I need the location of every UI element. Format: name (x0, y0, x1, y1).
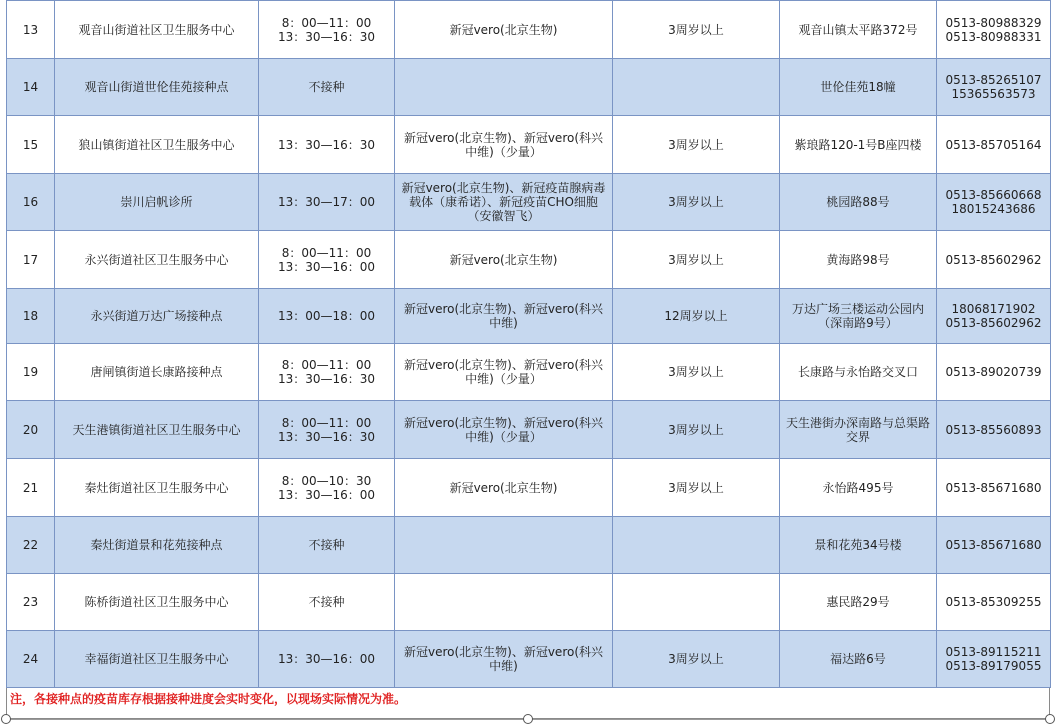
table-row (7, 631, 1051, 688)
vaccine-cell-line: 中维) (489, 316, 518, 330)
row-number-cell: 19 (7, 344, 55, 401)
row-number-cell: 15 (7, 116, 55, 174)
phone-cell-line: 0513-85560893 (945, 422, 1042, 437)
table-row (7, 344, 1051, 401)
hours-cell (259, 1, 395, 59)
table-row (7, 174, 1051, 231)
phone-cell-line: 0513-85660668 (945, 188, 1042, 202)
hours-cell (259, 631, 395, 688)
vaccine-cell-line: 新冠vero(北京生物) (449, 480, 558, 495)
hours-cell-line: 13：30—16：00 (277, 259, 376, 274)
hours-cell-line: 不接种 (308, 595, 345, 609)
address-cell (780, 289, 937, 344)
phone-cell-line: 18068171902 (951, 302, 1036, 316)
site-name-cell: 崇川启帆诊所 (55, 174, 259, 231)
age-cell: 3周岁以上 (613, 231, 780, 289)
hours-cell-line: 13：30—16：00 (277, 652, 376, 666)
phone-cell (937, 344, 1051, 401)
phone-cell-line: 0513-85309255 (945, 595, 1042, 609)
table-row (7, 289, 1051, 344)
site-name-cell: 陈桥街道社区卫生服务中心 (55, 574, 259, 631)
address-cell-line: 长康路与永怡路交叉口 (797, 365, 918, 379)
phone-cell-line: 15365563573 (951, 87, 1036, 101)
address-cell (780, 574, 937, 631)
vaccine-cell (395, 59, 613, 116)
address-cell (780, 174, 937, 231)
row-number-cell: 14 (7, 59, 55, 116)
hours-cell-line: 13：30—16：30 (277, 137, 376, 152)
hours-cell-line: 不接种 (308, 538, 345, 552)
address-cell-line: 永怡路495号 (822, 480, 894, 495)
address-cell (780, 459, 937, 517)
row-number-cell: 13 (7, 1, 55, 59)
site-name-cell: 观音山街道社区卫生服务中心 (55, 1, 259, 59)
address-cell (780, 631, 937, 688)
address-cell-line: 紫琅路120-1号B座四楼 (794, 137, 922, 152)
hours-cell-line: 13：30—16：30 (277, 372, 376, 386)
hours-cell (259, 517, 395, 574)
phone-cell (937, 231, 1051, 289)
site-name-cell: 秦灶街道景和花苑接种点 (55, 517, 259, 574)
hours-cell-line: 13：30—17：00 (277, 195, 376, 209)
phone-cell (937, 174, 1051, 231)
phone-cell (937, 116, 1051, 174)
age-cell: 3周岁以上 (613, 116, 780, 174)
phone-cell (937, 517, 1051, 574)
hours-cell (259, 174, 395, 231)
phone-cell-line: 18015243686 (951, 202, 1036, 216)
address-cell (780, 401, 937, 459)
vaccine-cell-line: （安徽智飞） (467, 209, 540, 223)
site-name-cell: 狼山镇街道社区卫生服务中心 (55, 116, 259, 174)
table-row (7, 517, 1051, 574)
phone-cell-line: 0513-80988329 (945, 15, 1042, 30)
hours-cell (259, 401, 395, 459)
site-name-cell: 幸福街道社区卫生服务中心 (55, 631, 259, 688)
row-number-cell: 22 (7, 517, 55, 574)
address-cell (780, 344, 937, 401)
hours-cell (259, 289, 395, 344)
vaccine-cell-line: 载体（康希诺）、新冠疫苗CHO细胞 (409, 195, 598, 209)
vaccine-cell (395, 401, 613, 459)
table-row (7, 459, 1051, 517)
age-cell: 3周岁以上 (613, 344, 780, 401)
age-cell: 12周岁以上 (613, 289, 780, 344)
hours-cell (259, 459, 395, 517)
vaccine-cell-line: 新冠vero(北京生物)、新冠vero(科兴 (403, 302, 604, 316)
phone-cell (937, 1, 1051, 59)
address-cell-line: 交界 (845, 429, 870, 444)
site-name-cell: 秦灶街道社区卫生服务中心 (55, 459, 259, 517)
hours-cell-line: 13：30—16：30 (277, 429, 376, 444)
address-cell-line: 桃园路88号 (826, 195, 890, 209)
footnote: 注，各接种点的疫苗库存根据接种进度会实时变化，以现场实际情况为准。 (10, 692, 407, 706)
vaccine-cell-line: 中维)（少量） (465, 144, 542, 159)
phone-cell (937, 401, 1051, 459)
hours-cell (259, 574, 395, 631)
address-cell (780, 231, 937, 289)
row-number-cell: 16 (7, 174, 55, 231)
row-number-cell: 24 (7, 631, 55, 688)
hours-cell-line: 8：00—11：00 (281, 245, 372, 260)
table-row (7, 231, 1051, 289)
hours-cell-line: 8：00—11：00 (281, 15, 372, 30)
site-name-cell: 永兴街道社区卫生服务中心 (55, 231, 259, 289)
hours-cell-line: 不接种 (308, 80, 345, 94)
vaccine-cell-line: 新冠vero(北京生物)、新冠vero(科兴 (403, 358, 604, 372)
age-cell (613, 574, 780, 631)
address-cell-line: 万达广场三楼运动公园内 (791, 302, 924, 316)
vaccine-cell (395, 1, 613, 59)
phone-cell-line: 0513-85265107 (945, 73, 1042, 87)
vaccine-cell-line: 中维)（少量） (465, 372, 542, 386)
phone-cell-line: 0513-85602962 (945, 316, 1042, 330)
phone-cell (937, 289, 1051, 344)
phone-cell (937, 459, 1051, 517)
phone-cell-line: 0513-85602962 (945, 252, 1042, 267)
resize-handle-right[interactable] (1045, 714, 1055, 724)
table-row (7, 1, 1051, 59)
table-row (7, 574, 1051, 631)
phone-cell-line: 0513-89179055 (945, 659, 1042, 673)
row-number-cell: 18 (7, 289, 55, 344)
address-cell-line: 黄海路98号 (826, 252, 890, 267)
vaccine-cell-line: 新冠vero(北京生物) (449, 252, 558, 267)
vaccine-cell (395, 116, 613, 174)
site-name-cell: 唐闸镇街道长康路接种点 (55, 344, 259, 401)
phone-cell-line: 0513-85705164 (945, 137, 1042, 152)
resize-handle-center[interactable] (523, 714, 533, 724)
vaccination-sites-table (6, 0, 1051, 688)
table-body (7, 1, 1051, 688)
phone-cell-line: 0513-89020739 (945, 365, 1042, 379)
address-cell (780, 1, 937, 59)
vaccine-cell (395, 517, 613, 574)
vaccine-cell (395, 231, 613, 289)
age-cell: 3周岁以上 (613, 174, 780, 231)
phone-cell-line: 0513-85671680 (945, 480, 1042, 495)
table-row (7, 401, 1051, 459)
phone-cell (937, 574, 1051, 631)
age-cell: 3周岁以上 (613, 1, 780, 59)
age-cell (613, 59, 780, 116)
vaccine-cell-line: 新冠vero(北京生物)、新冠vero(科兴 (403, 645, 604, 659)
row-number-cell: 17 (7, 231, 55, 289)
hours-cell-line: 13：30—16：00 (277, 487, 376, 502)
age-cell: 3周岁以上 (613, 631, 780, 688)
phone-cell (937, 59, 1051, 116)
hours-cell (259, 116, 395, 174)
vaccine-cell-line: 新冠vero(北京生物)、新冠vero(科兴 (403, 415, 604, 430)
hours-cell-line: 8：00—11：00 (281, 358, 372, 372)
vaccine-cell (395, 459, 613, 517)
vaccine-cell (395, 631, 613, 688)
age-cell (613, 517, 780, 574)
row-number-cell: 21 (7, 459, 55, 517)
vaccine-cell-line: 中维) (489, 659, 518, 673)
address-cell-line: 福达路6号 (830, 652, 886, 666)
vaccine-cell (395, 174, 613, 231)
vaccine-cell (395, 574, 613, 631)
row-number-cell: 23 (7, 574, 55, 631)
phone-cell-line: 0513-89115211 (945, 645, 1042, 659)
resize-handle-left[interactable] (1, 714, 11, 724)
age-cell: 3周岁以上 (613, 401, 780, 459)
address-cell-line: 惠民路29号 (826, 595, 890, 609)
address-cell-line: （深南路9号） (818, 316, 898, 330)
site-name-cell: 观音山街道世伦佳苑接种点 (55, 59, 259, 116)
address-cell-line: 世伦佳苑18幢 (820, 80, 896, 94)
vaccine-cell-line: 新冠vero(北京生物)、新冠疫苗腺病毒 (401, 181, 606, 195)
hours-cell-line: 13：30—16：30 (277, 29, 376, 44)
vaccine-cell-line: 新冠vero(北京生物) (449, 22, 558, 37)
site-name-cell: 永兴街道万达广场接种点 (55, 289, 259, 344)
hours-cell-line: 13：00—18：00 (277, 309, 376, 323)
hours-cell (259, 231, 395, 289)
hours-cell-line: 8：00—10：30 (281, 473, 372, 488)
vaccine-cell-line: 新冠vero(北京生物)、新冠vero(科兴 (403, 130, 604, 145)
vaccine-cell (395, 289, 613, 344)
table-row (7, 116, 1051, 174)
address-cell (780, 517, 937, 574)
hours-cell (259, 344, 395, 401)
row-number-cell: 20 (7, 401, 55, 459)
address-cell (780, 116, 937, 174)
phone-cell-line: 0513-85671680 (945, 538, 1042, 552)
site-name-cell: 天生港镇街道社区卫生服务中心 (55, 401, 259, 459)
vaccine-cell (395, 344, 613, 401)
address-cell-line: 天生港街办深南路与总渠路 (785, 415, 930, 430)
hours-cell (259, 59, 395, 116)
phone-cell (937, 631, 1051, 688)
vaccine-cell-line: 中维)（少量） (465, 429, 542, 444)
address-cell (780, 59, 937, 116)
table-row (7, 59, 1051, 116)
address-cell-line: 观音山镇太平路372号 (798, 22, 918, 37)
phone-cell-line: 0513-80988331 (945, 29, 1042, 44)
hours-cell-line: 8：00—11：00 (281, 415, 372, 430)
address-cell-line: 景和花苑34号楼 (814, 538, 902, 552)
age-cell: 3周岁以上 (613, 459, 780, 517)
